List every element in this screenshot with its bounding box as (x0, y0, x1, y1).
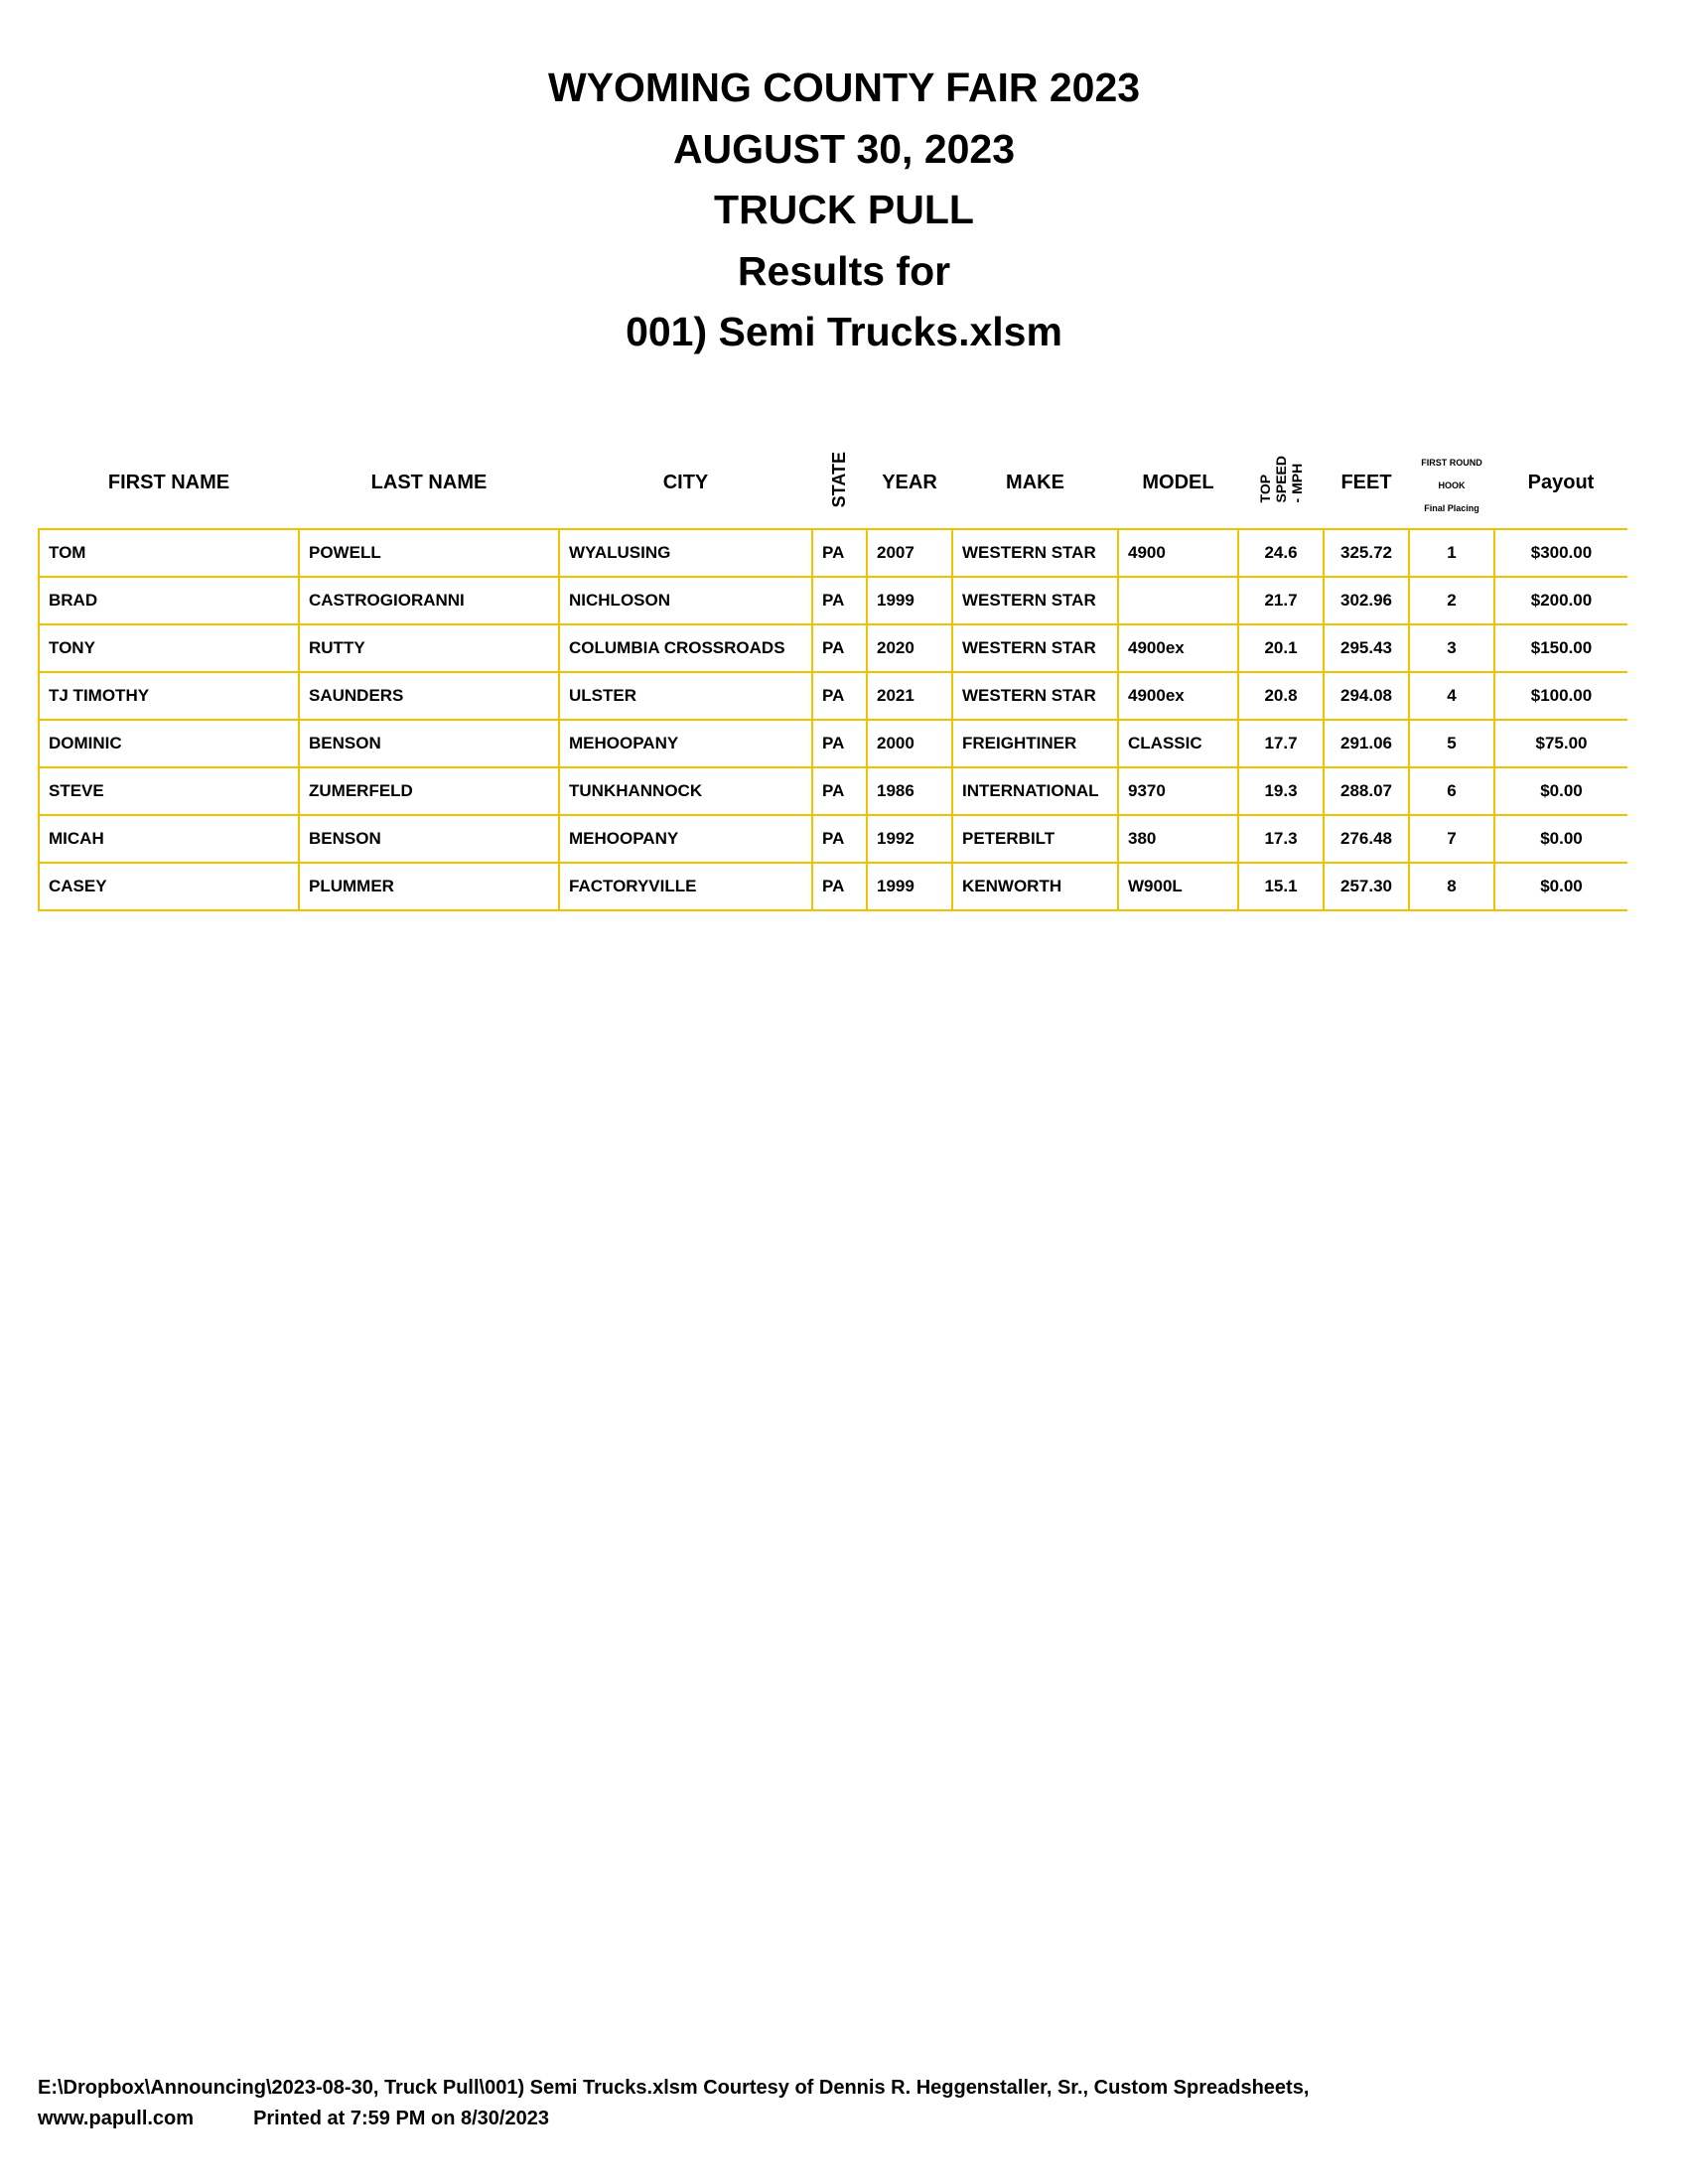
event-name: TRUCK PULL (714, 187, 974, 232)
cell-year: 1999 (867, 863, 952, 910)
cell-state: PA (812, 863, 867, 910)
col-hook-label: FIRST ROUND HOOK Final Placing (1421, 457, 1482, 513)
results-body (39, 529, 1627, 910)
cell-state: PA (812, 529, 867, 577)
cell-city: FACTORYVILLE (559, 863, 812, 910)
cell-last-name: PLUMMER (299, 863, 559, 910)
cell-top-speed: 15.1 (1238, 863, 1324, 910)
cell-payout: $100.00 (1494, 672, 1627, 720)
cell-top-speed: 19.3 (1238, 767, 1324, 815)
table-row (39, 815, 1627, 863)
cell-model: 380 (1118, 815, 1238, 863)
cell-first-name: TOM (39, 529, 299, 577)
cell-state: PA (812, 577, 867, 624)
cell-make: WESTERN STAR (952, 577, 1118, 624)
table-row (39, 672, 1627, 720)
cell-year: 1999 (867, 577, 952, 624)
cell-state: PA (812, 720, 867, 767)
cell-state: PA (812, 672, 867, 720)
cell-final-placing: 4 (1409, 672, 1494, 720)
cell-make: FREIGHTINER (952, 720, 1118, 767)
cell-year: 2007 (867, 529, 952, 577)
document-title (0, 58, 1688, 363)
cell-payout: $200.00 (1494, 577, 1627, 624)
footer-website: www.papull.com (38, 2108, 195, 2129)
cell-city: MEHOOPANY (559, 815, 812, 863)
cell-top-speed: 17.7 (1238, 720, 1324, 767)
cell-make: WESTERN STAR (952, 624, 1118, 672)
cell-top-speed: 24.6 (1238, 529, 1324, 577)
footer-file-path: E:\Dropbox\Announcing\2023-08-30, Truck Pull\001) Semi Trucks.xlsm Courtesy of Dennis R. Heggenstaller, Sr., Custom Spreadsheets, (38, 2077, 1310, 2099)
fair-title: WYOMING COUNTY FAIR 2023 (547, 65, 1141, 110)
cell-payout: $0.00 (1494, 863, 1627, 910)
cell-top-speed: 21.7 (1238, 577, 1324, 624)
cell-city: ULSTER (559, 672, 812, 720)
results-table (38, 437, 1627, 911)
cell-feet: 302.96 (1324, 577, 1409, 624)
cell-first-name: DOMINIC (39, 720, 299, 767)
cell-year: 1992 (867, 815, 952, 863)
cell-last-name: CASTROGIORANNI (299, 577, 559, 624)
table-row (39, 529, 1627, 577)
footer-line2 (38, 2104, 1309, 2134)
cell-state: PA (812, 815, 867, 863)
cell-last-name: POWELL (299, 529, 559, 577)
cell-year: 1986 (867, 767, 952, 815)
cell-final-placing: 2 (1409, 577, 1494, 624)
col-state (812, 437, 867, 529)
cell-city: TUNKHANNOCK (559, 767, 812, 815)
results-label: Results for (737, 247, 951, 294)
col-first-name: FIRST NAME (107, 471, 230, 493)
table-row (39, 863, 1627, 910)
cell-final-placing: 6 (1409, 767, 1494, 815)
cell-final-placing: 3 (1409, 624, 1494, 672)
cell-payout: $0.00 (1494, 767, 1627, 815)
col-payout: Payout (1527, 471, 1595, 493)
cell-model: W900L (1118, 863, 1238, 910)
cell-payout: $300.00 (1494, 529, 1627, 577)
cell-year: 2020 (867, 624, 952, 672)
cell-last-name: BENSON (299, 720, 559, 767)
footer-printed-time: Printed at 7:59 PM on 8/30/2023 (253, 2108, 549, 2129)
cell-state: PA (812, 624, 867, 672)
col-last-name: LAST NAME (370, 471, 488, 493)
cell-first-name: BRAD (39, 577, 299, 624)
cell-city: MEHOOPANY (559, 720, 812, 767)
cell-last-name: ZUMERFELD (299, 767, 559, 815)
cell-first-name: TJ TIMOTHY (39, 672, 299, 720)
cell-last-name: BENSON (299, 815, 559, 863)
cell-top-speed: 20.8 (1238, 672, 1324, 720)
col-top-speed-label: TOP SPEED - MPH (1257, 456, 1305, 503)
cell-city: COLUMBIA CROSSROADS (559, 624, 812, 672)
cell-model: CLASSIC (1118, 720, 1238, 767)
header-row (39, 437, 1627, 529)
cell-payout: $150.00 (1494, 624, 1627, 672)
cell-year: 2021 (867, 672, 952, 720)
cell-last-name: SAUNDERS (299, 672, 559, 720)
cell-city: WYALUSING (559, 529, 812, 577)
cell-final-placing: 7 (1409, 815, 1494, 863)
cell-make: WESTERN STAR (952, 529, 1118, 577)
cell-top-speed: 20.1 (1238, 624, 1324, 672)
cell-feet: 291.06 (1324, 720, 1409, 767)
cell-model: 4900ex (1118, 624, 1238, 672)
cell-first-name: STEVE (39, 767, 299, 815)
cell-city: NICHLOSON (559, 577, 812, 624)
cell-feet: 294.08 (1324, 672, 1409, 720)
cell-model: 4900ex (1118, 672, 1238, 720)
col-model: MODEL (1142, 471, 1214, 493)
cell-first-name: CASEY (39, 863, 299, 910)
cell-make: INTERNATIONAL (952, 767, 1118, 815)
col-top-speed (1238, 437, 1324, 529)
event-date: AUGUST 30, 2023 (672, 125, 1016, 172)
table-row (39, 624, 1627, 672)
class-file-name: 001) Semi Trucks.xlsm (626, 309, 1062, 354)
cell-state: PA (812, 767, 867, 815)
cell-first-name: TONY (39, 624, 299, 672)
cell-payout: $75.00 (1494, 720, 1627, 767)
cell-make: WESTERN STAR (952, 672, 1118, 720)
cell-feet: 325.72 (1324, 529, 1409, 577)
cell-feet: 295.43 (1324, 624, 1409, 672)
cell-last-name: RUTTY (299, 624, 559, 672)
table-row (39, 577, 1627, 624)
cell-year: 2000 (867, 720, 952, 767)
col-year: YEAR (882, 471, 937, 493)
cell-make: KENWORTH (952, 863, 1118, 910)
cell-final-placing: 1 (1409, 529, 1494, 577)
cell-feet: 288.07 (1324, 767, 1409, 815)
cell-make: PETERBILT (952, 815, 1118, 863)
page-footer (38, 2073, 1309, 2134)
cell-first-name: MICAH (39, 815, 299, 863)
cell-model (1118, 577, 1238, 624)
col-state-label: STATE (829, 451, 849, 508)
cell-feet: 257.30 (1324, 863, 1409, 910)
col-hook (1409, 437, 1494, 529)
col-feet: FEET (1340, 471, 1392, 493)
table-row (39, 767, 1627, 815)
cell-final-placing: 8 (1409, 863, 1494, 910)
cell-payout: $0.00 (1494, 815, 1627, 863)
col-make: MAKE (1006, 471, 1064, 493)
cell-final-placing: 5 (1409, 720, 1494, 767)
cell-model: 4900 (1118, 529, 1238, 577)
cell-model: 9370 (1118, 767, 1238, 815)
table-row (39, 720, 1627, 767)
cell-top-speed: 17.3 (1238, 815, 1324, 863)
col-city: CITY (662, 471, 709, 493)
cell-feet: 276.48 (1324, 815, 1409, 863)
